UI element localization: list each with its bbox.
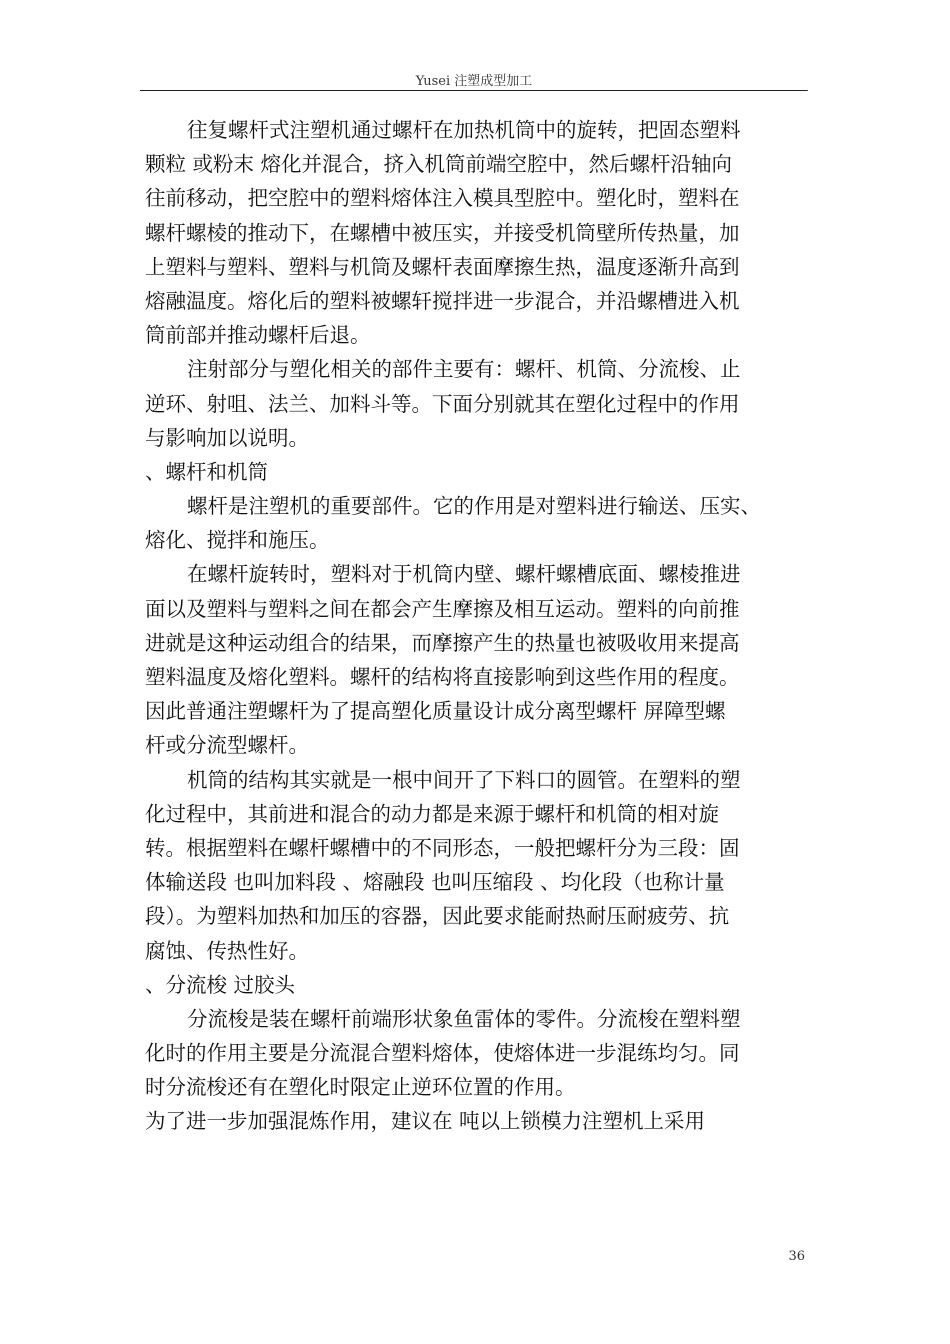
body-text [145, 113, 785, 1139]
text-line: 往前移动，把空腔中的塑料熔体注入模具型腔中。塑化时，塑料在 [145, 186, 740, 211]
header-mark: . [806, 84, 809, 94]
text-line: 、螺杆和机筒 [145, 459, 268, 484]
text-line: 段）。为塑料加热和加压的容器，因此要求能耐热耐压耐疲劳、抗 [145, 904, 730, 929]
text-line: 时分流梭还有在塑化时限定止逆环位置的作用。 [145, 1075, 576, 1100]
text-line: 与影响加以说明。 [145, 425, 309, 450]
text-line: 在螺杆旋转时，塑料对于机筒内壁、螺杆螺槽底面、螺棱推进 [187, 562, 741, 587]
text-line: 分流梭是装在螺杆前端形状象鱼雷体的零件。分流梭在塑料塑 [187, 1006, 741, 1031]
page-number: 36 [788, 1249, 805, 1264]
text-line: 化时的作用主要是分流混合塑料熔体，使熔体进一步混练均匀。同 [145, 1041, 740, 1066]
text-line: 熔化、搅拌和施压。 [145, 528, 330, 553]
text-line: 、分流梭 过胶头 [145, 972, 296, 997]
text-line: 化过程中，其前进和混合的动力都是来源于螺杆和机筒的相对旋 [145, 801, 719, 826]
text-line: 为了进一步加强混炼作用，建议在 吨以上锁模力注塑机上采用 [145, 1109, 706, 1134]
text-line: 颗粒 或粉末 熔化并混合，挤入机筒前端空腔中，然后螺杆沿轴向 [145, 152, 733, 177]
text-line: 机筒的结构其实就是一根中间开了下料口的圆管。在塑料的塑 [187, 767, 741, 792]
text-line: 塑料温度及熔化塑料。螺杆的结构将直接影响到这些作用的程度。 [145, 665, 740, 689]
text-line: 转。根据塑料在螺杆螺槽中的不同形态，一般把螺杆分为三段：固 [145, 835, 740, 860]
text-line: 体输送段 也叫加料段 、熔融段 也叫压缩段 、均化段（也称计量 [145, 870, 725, 895]
text-line: 往复螺杆式注塑机通过螺杆在加热机筒中的旋转，把固态塑料 [187, 118, 741, 142]
text-line: 进就是这种运动组合的结果，而摩擦产生的热量也被吸收用来提高 [145, 630, 740, 655]
page-header: Yusei 注塑成型加工 [415, 74, 533, 89]
text-line: 上塑料与塑料、塑料与机筒及螺杆表面摩擦生热，温度逐渐升高到 [145, 254, 740, 279]
text-line: 逆环、射咀、法兰、加料斗等。下面分别就其在塑化过程中的作用 [145, 391, 740, 416]
text-line: 面以及塑料与塑料之间在都会产生摩擦及相互运动。塑料的向前推 [145, 596, 740, 621]
text-line: 注射部分与塑化相关的部件主要有：螺杆、机筒、分流梭、止 [187, 357, 741, 382]
text-line: 杆或分流型螺杆。 [145, 733, 309, 758]
text-line: 螺杆是注塑机的重要部件。它的作用是对塑料进行输送、压实、 [187, 494, 761, 519]
header-rule [140, 90, 808, 91]
text-line: 腐蚀、传热性好。 [145, 938, 309, 963]
text-line: 螺杆螺棱的推动下，在螺槽中被压实，并接受机筒壁所传热量，加 [145, 220, 740, 245]
text-line: 筒前部并推动螺杆后退。 [145, 323, 371, 348]
text-line: 因此普通注塑螺杆为了提高塑化质量设计成分离型螺杆 屏障型螺 [145, 699, 726, 724]
text-line: 熔融温度。熔化后的塑料被螺轩搅拌进一步混合，并沿螺槽进入机 [145, 288, 740, 313]
